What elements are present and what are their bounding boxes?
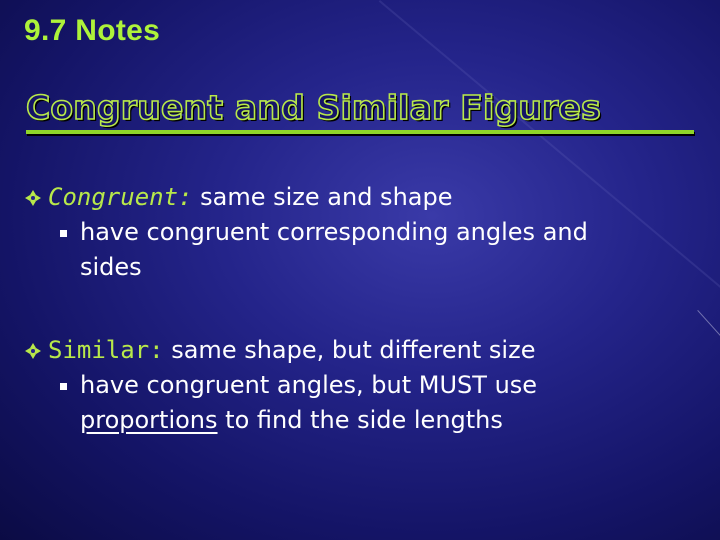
notes-label: 9.7 Notes	[24, 14, 161, 47]
congruent-definition-line	[24, 180, 714, 215]
congruent-bullet-block	[24, 180, 714, 285]
background-stripe	[379, 0, 720, 336]
congruent-sub-text: have congruent corresponding angles and	[80, 218, 588, 246]
square-bullet-icon	[60, 230, 67, 237]
similar-sub-text-cont: to find the side lengths	[217, 406, 503, 434]
congruent-sub-line	[24, 215, 714, 250]
square-bullet-icon	[60, 383, 67, 390]
title-underline	[26, 130, 694, 134]
congruent-term: Congruent:	[48, 183, 193, 211]
similar-term: Similar:	[48, 336, 164, 364]
slide-title: Congruent and Similar Figures	[26, 88, 601, 127]
similar-sub-text: have congruent angles, but MUST use	[80, 371, 538, 399]
congruent-sub-continuation	[24, 250, 714, 285]
similar-definition-line	[24, 333, 714, 368]
similar-bullet-block	[24, 333, 714, 438]
proportions-underlined-text: proportions	[80, 406, 218, 434]
similar-definition: same shape, but different size	[163, 336, 536, 364]
congruent-sub-text-cont: sides	[80, 253, 142, 281]
diamond-clover-icon	[24, 189, 42, 207]
similar-sub-line	[24, 368, 714, 403]
congruent-definition: same size and shape	[192, 183, 453, 211]
diamond-clover-icon	[24, 342, 42, 360]
similar-sub-continuation	[24, 403, 714, 438]
